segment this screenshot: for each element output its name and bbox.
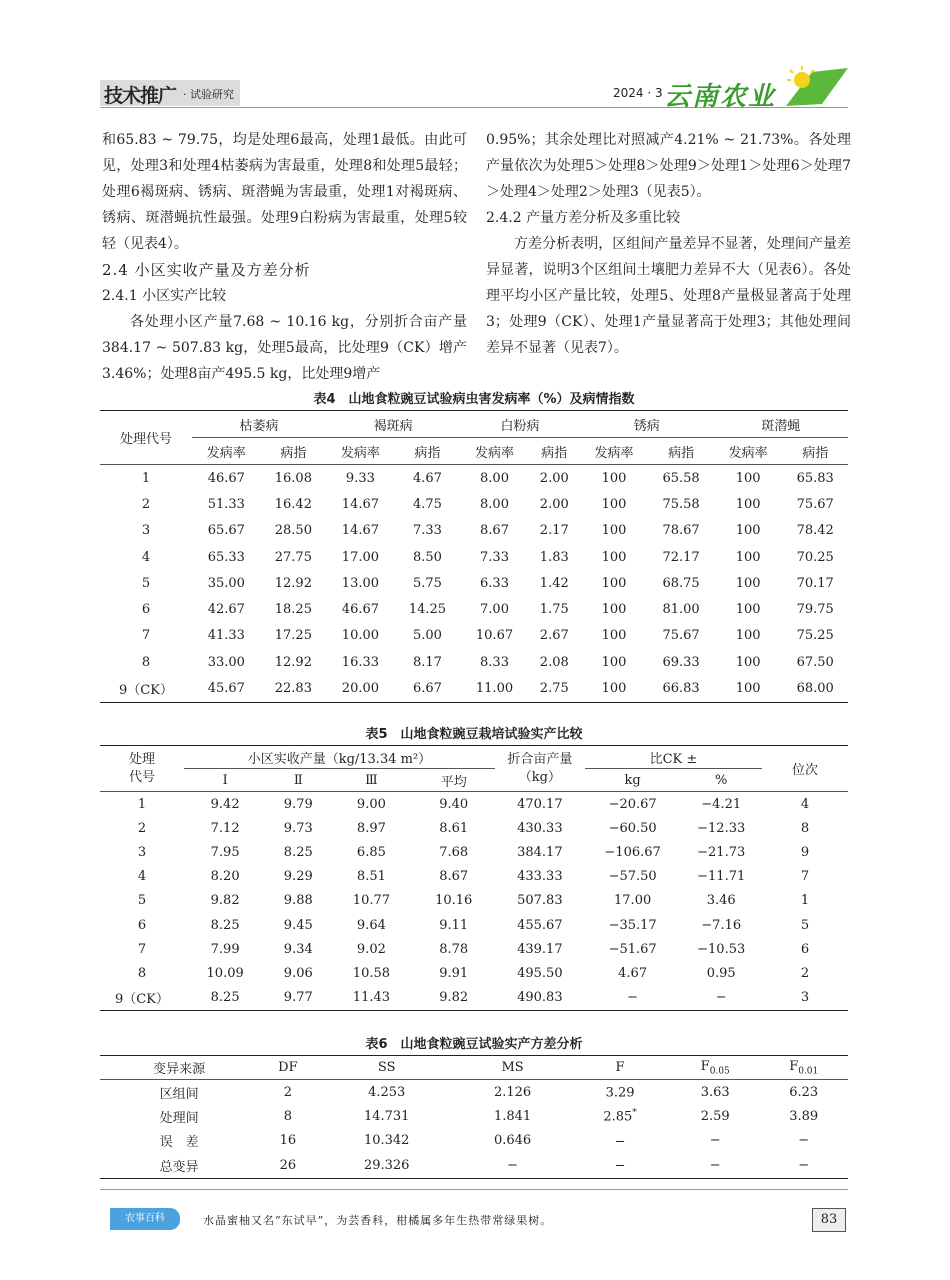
table4-subheader: 病指	[414, 445, 441, 461]
table4-treatment: 5	[141, 575, 151, 591]
table4-cell: 100	[601, 654, 627, 670]
table4-cell: 67.50	[796, 654, 834, 670]
table-row	[100, 518, 848, 544]
table5-h-block: 平均	[440, 774, 467, 790]
table6-f005: −	[709, 1157, 721, 1173]
table5-h-treatment: 处理 代号	[100, 746, 184, 792]
table5-cell: 9.64	[356, 917, 386, 933]
table5-cell: 507.83	[517, 893, 563, 909]
table4-treatment: 9（CK）	[119, 683, 173, 699]
table4-subheader: 发病率	[474, 445, 514, 461]
table5-treatment: 9（CK）	[115, 992, 169, 1008]
table4-cell: 6.33	[480, 575, 509, 591]
table5-cell: 5	[800, 917, 810, 933]
table6-f	[569, 1104, 671, 1128]
table4-cell: 16.33	[341, 654, 380, 670]
table6-h-f001: $F_{0.01}$	[789, 1058, 819, 1077]
table5-cell: 10.09	[206, 965, 244, 981]
right-para-1: 0.95%；其余处理比对照减产4.21% ~ 21.73%。各处理产量依次为处理5＞处理8＞处理9＞处理1＞处理6＞处理7＞处理4＞处理2＞处理3（见表5）。	[486, 132, 851, 200]
table5-cell: −106.67	[604, 844, 661, 860]
table5-cell: 384.17	[517, 844, 563, 860]
table5-cell: 8.25	[210, 917, 240, 933]
table5-cell: 9.29	[283, 869, 313, 885]
table4-cell: 11.00	[475, 681, 514, 697]
table4-cell: 22.83	[274, 681, 312, 697]
table5-cell: 7.99	[210, 941, 240, 957]
table4-cell: 7.00	[480, 602, 509, 618]
table4-cell: 100	[601, 628, 627, 644]
table4-subheader: 发病率	[206, 445, 246, 461]
table4-cell: 51.33	[207, 496, 245, 512]
table5-cell: 8.51	[356, 869, 386, 885]
table5-cell: −20.67	[608, 796, 657, 812]
table6-source: 处理间	[159, 1111, 199, 1127]
table5-cell: 9.11	[439, 917, 469, 933]
table4-caption: 表4 山地食粒豌豆试验病虫害发病率（%）及病情指数	[313, 392, 635, 407]
table-row	[100, 596, 848, 622]
table4-cell: 100	[735, 575, 761, 591]
table6-h-source: 变异来源	[153, 1062, 206, 1077]
table4-cell: 5.00	[412, 628, 442, 644]
table6-f005: 3.63	[700, 1084, 730, 1100]
table4-cell: 41.33	[207, 628, 245, 644]
table5-cell: 7.12	[210, 820, 240, 836]
table4-cell: 13.00	[341, 575, 380, 591]
table4-cell: 100	[735, 523, 761, 539]
table5-cell: 8.25	[283, 844, 313, 860]
table4-cell: 18.25	[274, 602, 312, 618]
table4-cell: 1.83	[539, 549, 569, 565]
table5-cell: 17.00	[614, 893, 652, 909]
table4-cell: 100	[601, 523, 627, 539]
table4-cell: 69.33	[662, 654, 700, 670]
heading-2-4-2: 2.4.2 产量方差分析及多重比较	[486, 210, 681, 226]
table5-cell: 9.82	[210, 893, 240, 909]
table4-cell: 68.00	[796, 681, 834, 697]
table5-cell: 9.00	[356, 796, 386, 812]
table5-caption: 表5 山地食粒豌豆栽培试验实产比较	[365, 727, 583, 742]
table6-ms: 1.841	[493, 1109, 532, 1125]
table4-cell: 7.33	[480, 549, 509, 565]
table6-f001: −	[798, 1133, 810, 1149]
table5-cell: 4.67	[618, 965, 648, 981]
table5-cell: 8	[800, 820, 810, 836]
table5-cell: 9.73	[283, 820, 313, 836]
table6	[100, 1055, 848, 1179]
table5-cell: 7.95	[210, 844, 240, 860]
table5-cell: 6	[800, 941, 810, 957]
table4-cell: 16.42	[274, 496, 312, 512]
table4-cell: 6.67	[412, 681, 442, 697]
table-row	[100, 1129, 848, 1153]
table4-cell: 46.67	[207, 470, 245, 486]
table5-treatment: 5	[137, 893, 147, 909]
table5-cell: 8.78	[439, 941, 469, 957]
table4-cell: 8.67	[480, 523, 509, 539]
table5-cell: 10.16	[435, 893, 473, 909]
table5-cell: 4	[800, 796, 810, 812]
table5-cell: 6.85	[356, 844, 386, 860]
table5-cell: 9.45	[283, 917, 313, 933]
table5-cell: 9.40	[439, 796, 469, 812]
table5-cell: −11.71	[697, 869, 746, 885]
table4-treatment: 3	[141, 523, 151, 539]
table4-treatment: 1	[141, 470, 151, 486]
table4-cell: 2.00	[539, 470, 569, 486]
table-row	[100, 889, 848, 913]
left-para-1: 和65.83 ~ 79.75，均是处理6最高，处理1最低。由此可见，处理3和处理4枯萎病为害最重，处理8和处理5最轻；处理6褐斑病、锈病、斑潜蝇为害最重，处理1对褐斑病、锈病、斑潜蝇抗性最强。处理9白粉病为害最重，处理5较轻（见表4）。	[102, 132, 467, 252]
table4-group: 白粉病	[460, 411, 580, 438]
table4-cell: 2.08	[539, 654, 569, 670]
table6-f	[569, 1080, 671, 1105]
journal-logo-icon	[778, 64, 850, 108]
table6-ss: 10.342	[363, 1133, 410, 1149]
table4-cell: 78.67	[662, 523, 700, 539]
table4-cell: 9.33	[345, 470, 375, 486]
table5-cell: 1	[800, 893, 810, 909]
table4-cell: 7.33	[412, 523, 442, 539]
table5-h-block: Ⅲ	[365, 772, 378, 788]
table4-cell: 81.00	[662, 602, 700, 618]
table4-cell: 33.00	[207, 654, 245, 670]
table5-h-block: Ⅰ	[222, 772, 228, 788]
table-row	[100, 649, 848, 675]
header-brand: 技术推广	[104, 85, 177, 107]
table-row	[100, 865, 848, 889]
table-row	[100, 840, 848, 864]
table6-df: 8	[283, 1109, 293, 1125]
table5-treatment: 8	[137, 965, 147, 981]
table4-cell: 42.67	[207, 602, 245, 618]
table6-f001: 3.89	[789, 1109, 819, 1125]
table-row	[100, 465, 848, 492]
table4-cell: 100	[735, 496, 761, 512]
table4-subheader: 病指	[668, 445, 695, 461]
table5-cell: 9.82	[439, 990, 469, 1006]
table6-ms: −	[507, 1157, 518, 1173]
table5-cell: 455.67	[517, 917, 563, 933]
table4-subheader: 发病率	[594, 445, 634, 461]
table6-df: 2	[283, 1084, 293, 1100]
table4-cell: 14.67	[341, 496, 380, 512]
table-row	[100, 937, 848, 961]
table4-cell: 75.58	[662, 496, 700, 512]
table5-h-unit: %	[715, 772, 728, 788]
table5-cell: 9.34	[283, 941, 313, 957]
table5-cell: 9.77	[283, 990, 313, 1006]
left-column	[102, 127, 467, 387]
table5-cell: 10.77	[352, 893, 391, 909]
table-row	[100, 816, 848, 840]
table4-cell: 100	[601, 602, 627, 618]
table6-h-df: DF	[278, 1060, 298, 1075]
table5-cell: 11.43	[352, 990, 391, 1006]
table5-cell: 9.06	[283, 965, 313, 981]
table-row	[100, 961, 848, 985]
table6-f	[569, 1153, 671, 1178]
table-row	[100, 1153, 848, 1178]
table4-cell: 8.17	[412, 654, 442, 670]
table6-df: 26	[279, 1157, 297, 1173]
table5-cell: −	[627, 990, 639, 1006]
table5-cell: 3.46	[706, 893, 736, 909]
table4-cell: 100	[601, 549, 627, 565]
footer-rule	[100, 1189, 848, 1190]
table4-subheader: 病指	[541, 445, 568, 461]
table5-cell: 495.50	[517, 965, 563, 981]
table4-cell: 79.75	[796, 602, 834, 618]
table5-cell: 10.58	[352, 965, 391, 981]
header-section-label: · 试验研究	[183, 88, 234, 101]
table6-h-f: F	[615, 1060, 625, 1075]
table5-treatment: 1	[137, 796, 147, 812]
table4-cell: 2.75	[539, 681, 569, 697]
table5-cell: −	[715, 990, 727, 1006]
table6-f001: −	[798, 1157, 810, 1173]
table5-h-unit: kg	[624, 772, 641, 788]
table6-ms: 2.126	[493, 1084, 532, 1100]
table4-cell: 100	[735, 681, 761, 697]
table4-cell: 2.67	[539, 628, 569, 644]
page-number: 83	[812, 1208, 846, 1232]
table4-treatment: 2	[141, 496, 151, 512]
table4-cell: 100	[735, 602, 761, 618]
table4-cell: 68.75	[662, 575, 700, 591]
table4-cell: 2.17	[539, 523, 569, 539]
table5-treatment: 3	[137, 844, 147, 860]
table6-h-f005: $F_{0.05}$	[700, 1058, 730, 1077]
table5-cell: 9.02	[356, 941, 386, 957]
table5-cell: −21.73	[697, 844, 746, 860]
table4-cell: 28.50	[274, 523, 312, 539]
table5-cell: 3	[800, 990, 810, 1006]
table5-cell: 8.67	[439, 869, 469, 885]
table5-cell: 8.25	[210, 990, 240, 1006]
table4-cell: 8.33	[480, 654, 509, 670]
table5-cell: 7	[800, 869, 810, 885]
table4-cell: 8.50	[412, 549, 442, 565]
table4-group: 斑潜蝇	[714, 411, 848, 438]
table5-h-vs-ck: 比CK ±	[585, 746, 762, 769]
table6-source: 区组间	[159, 1086, 199, 1102]
table4-row-header: 处理代号	[100, 411, 192, 465]
table4-cell: 46.67	[341, 602, 380, 618]
table5-treatment: 2	[137, 820, 147, 836]
table6-f005: −	[709, 1133, 721, 1149]
table6-h-ss: SS	[377, 1060, 396, 1075]
table4-treatment: 6	[141, 602, 151, 618]
table6-f005: 2.59	[700, 1109, 730, 1125]
footer-fact: 水晶蜜柚又名“东试早”，为芸香科，柑橘属多年生热带常绿果树。	[203, 1214, 553, 1227]
table5-cell: 9	[800, 844, 810, 860]
table5	[100, 745, 848, 1011]
table6-f-value: 3.29	[605, 1085, 635, 1101]
table5-cell: 9.88	[283, 893, 313, 909]
table5-cell: 7.68	[439, 844, 469, 860]
table-row	[100, 570, 848, 596]
table6-f-value: −	[614, 1134, 626, 1150]
table4-cell: 100	[735, 549, 761, 565]
table5-h-mu-yield: 折合亩产量 （kg）	[495, 746, 585, 792]
table4-cell: 70.17	[796, 575, 834, 591]
table4-treatment: 7	[141, 628, 151, 644]
table4-cell: 100	[601, 575, 627, 591]
header-issue: 2024 · 3	[613, 86, 663, 100]
table5-cell: 9.91	[439, 965, 469, 981]
table4-cell: 66.83	[662, 681, 700, 697]
table4-cell: 78.42	[796, 523, 834, 539]
table6-significance-mark: *	[632, 1108, 637, 1119]
table6-ss: 14.731	[363, 1109, 410, 1125]
table4-cell: 16.08	[274, 470, 312, 486]
table4-cell: 35.00	[207, 575, 245, 591]
table5-cell: −35.17	[608, 917, 657, 933]
table4-group: 褐斑病	[326, 411, 460, 438]
table5-cell: 433.33	[517, 869, 563, 885]
table5-cell: 8.97	[356, 820, 386, 836]
table5-cell: 430.33	[517, 820, 563, 836]
table4-cell: 100	[735, 628, 761, 644]
journal-title: 云南农业	[664, 82, 777, 112]
table4-cell: 75.67	[662, 628, 700, 644]
table4-cell: 72.17	[662, 549, 700, 565]
table4-cell: 12.92	[274, 575, 312, 591]
table4-subheader: 发病率	[728, 445, 768, 461]
table5-cell: 8.20	[210, 869, 240, 885]
left-para-2: 各处理小区产量7.68 ~ 10.16 kg，分别折合亩产量384.17 ~ 507.83 kg，处理5最高，比处理9（CK）增产3.46%；处理8亩产495.5 kg，比处理9增产	[102, 314, 467, 382]
table-row	[100, 1080, 848, 1105]
table-row	[100, 792, 848, 817]
table6-source: 误 差	[159, 1135, 199, 1151]
table5-cell: 470.17	[517, 796, 563, 812]
table4-cell: 100	[735, 654, 761, 670]
table5-cell: −12.33	[697, 820, 746, 836]
table4-cell: 8.00	[480, 470, 509, 486]
table4-cell: 10.00	[341, 628, 380, 644]
table4-treatment: 8	[141, 654, 151, 670]
table6-f-value: 2.85	[603, 1109, 633, 1125]
heading-2-4: 2.4 小区实收产量及方差分析	[102, 261, 311, 279]
table4-treatment: 4	[141, 549, 151, 565]
table5-cell: −7.16	[701, 917, 742, 933]
table5-treatment: 7	[137, 941, 147, 957]
table5-cell: 9.42	[210, 796, 240, 812]
table6-ss: 4.253	[368, 1084, 406, 1100]
table4-group: 锈病	[580, 411, 714, 438]
table4-subheader: 病指	[280, 445, 307, 461]
table5-h-rank: 位次	[762, 746, 848, 792]
table4	[100, 410, 848, 703]
table4-cell: 5.75	[412, 575, 442, 591]
right-para-2: 方差分析表明，区组间产量差异不显著，处理间产量差异显著，说明3个区组间土壤肥力差异不大（见表6）。各处理平均小区产量比较，处理5、处理8产量极显著高于处理3；处理9（CK）、处理1产量显著高于处理3；其他处理间差异不显著（见表7）。	[486, 236, 851, 356]
table5-cell: 439.17	[517, 941, 563, 957]
table6-ms: 0.646	[493, 1133, 532, 1149]
table5-cell: −57.50	[608, 869, 657, 885]
table5-cell: 2	[800, 965, 810, 981]
table6-ss: 29.326	[363, 1157, 410, 1173]
table4-cell: 100	[735, 470, 761, 486]
table5-h-block: Ⅱ	[293, 772, 303, 788]
footer-badge: 农事百科	[110, 1208, 180, 1230]
table4-subheader: 病指	[802, 445, 829, 461]
right-column	[486, 127, 851, 361]
table4-cell: 1.42	[539, 575, 569, 591]
table4-group: 枯萎病	[192, 411, 326, 438]
table-row	[100, 913, 848, 937]
table4-cell: 100	[601, 470, 627, 486]
table4-cell: 65.67	[207, 523, 245, 539]
table4-cell: 75.25	[796, 628, 834, 644]
table4-subheader: 发病率	[340, 445, 380, 461]
table5-cell: −60.50	[608, 820, 657, 836]
table6-source: 总变异	[159, 1159, 199, 1175]
table5-cell: −10.53	[697, 941, 746, 957]
table4-cell: 10.67	[475, 628, 514, 644]
table-row	[100, 491, 848, 517]
table-row	[100, 986, 848, 1011]
table4-cell: 70.25	[796, 549, 834, 565]
table5-cell: 9.79	[283, 796, 313, 812]
table5-cell: −51.67	[608, 941, 657, 957]
table4-cell: 45.67	[207, 681, 245, 697]
table4-cell: 65.58	[662, 470, 700, 486]
table5-cell: 0.95	[706, 965, 736, 981]
table4-cell: 14.25	[408, 602, 447, 618]
table4-cell: 17.00	[341, 549, 380, 565]
table6-df: 16	[279, 1133, 297, 1149]
table4-cell: 4.75	[412, 496, 442, 512]
table6-f-value: −	[614, 1158, 626, 1174]
table4-cell: 65.33	[207, 549, 245, 565]
table6-f	[569, 1129, 671, 1153]
table4-cell: 27.75	[274, 549, 312, 565]
table5-treatment: 4	[137, 869, 147, 885]
table5-cell: −4.21	[701, 796, 742, 812]
table4-cell: 8.00	[480, 496, 509, 512]
table-row	[100, 1104, 848, 1128]
table4-cell: 12.92	[274, 654, 312, 670]
table5-cell: 8.61	[439, 820, 469, 836]
table4-cell: 100	[601, 681, 627, 697]
heading-2-4-1: 2.4.1 小区实产比较	[102, 288, 227, 304]
table5-h-plot-yield: 小区实收产量（kg/13.34 m²）	[184, 746, 495, 769]
table4-cell: 100	[601, 496, 627, 512]
table4-cell: 2.00	[539, 496, 569, 512]
table-row	[100, 623, 848, 649]
table6-h-ms: MS	[501, 1060, 524, 1075]
table5-cell: 490.83	[517, 990, 563, 1006]
table4-cell: 17.25	[274, 628, 312, 644]
table6-f001: 6.23	[789, 1084, 819, 1100]
table4-cell: 65.83	[796, 470, 834, 486]
table-row	[100, 675, 848, 702]
table4-cell: 75.67	[796, 496, 834, 512]
table6-caption: 表6 山地食粒豌豆试验实产方差分析	[365, 1037, 583, 1052]
table4-cell: 20.00	[341, 681, 380, 697]
table4-cell: 14.67	[341, 523, 380, 539]
table5-treatment: 6	[137, 917, 147, 933]
table-row	[100, 544, 848, 570]
table4-cell: 4.67	[412, 470, 442, 486]
table4-cell: 1.75	[539, 602, 569, 618]
